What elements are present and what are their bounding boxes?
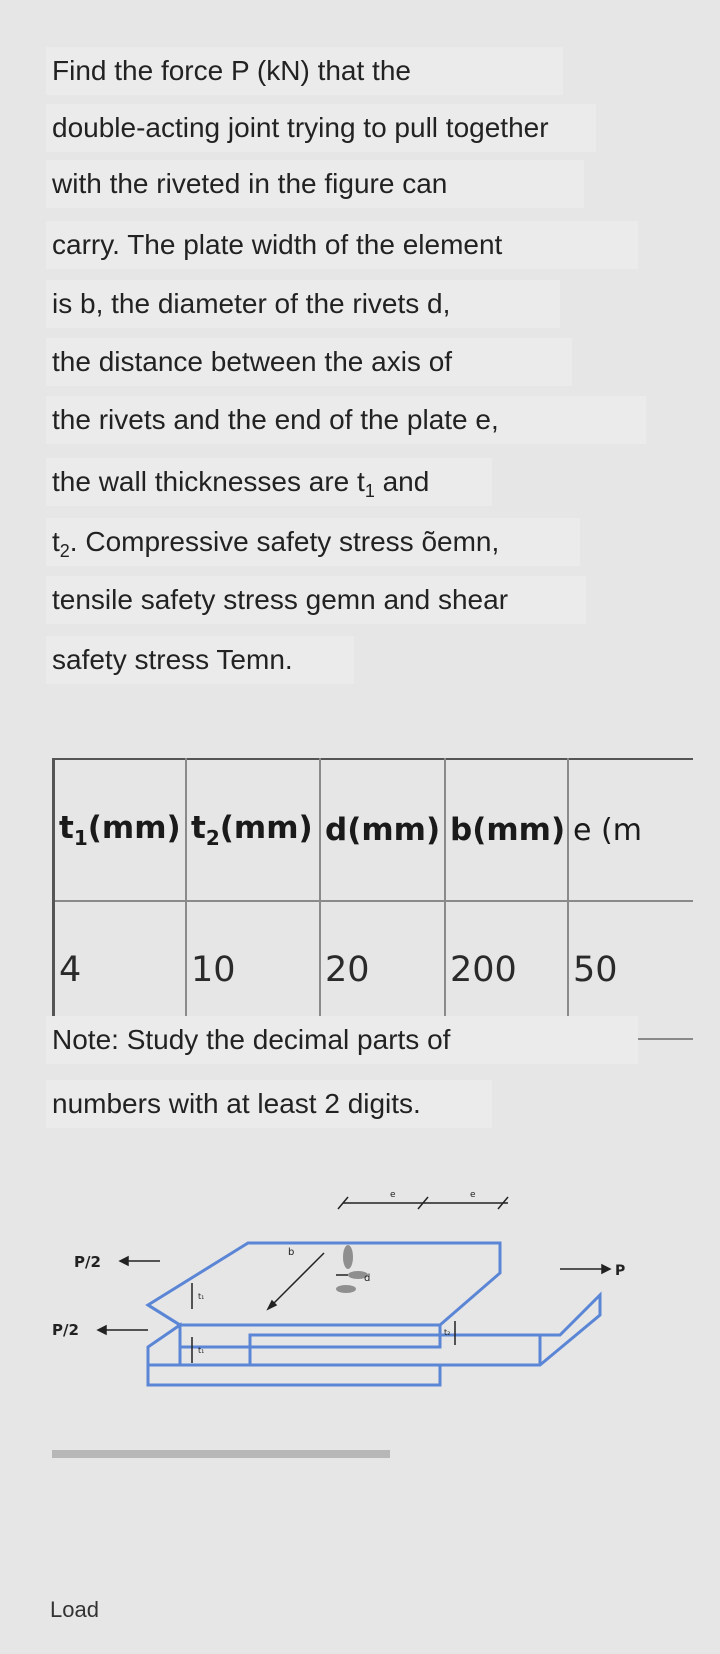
header-t1-b: (mm)	[87, 810, 181, 846]
value-d: 20	[320, 901, 445, 1039]
header-b: b(mm)	[445, 759, 568, 901]
note-line-2: numbers with at least 2 digits.	[46, 1080, 492, 1128]
bottom-plate	[148, 1365, 440, 1385]
table-header-row	[54, 759, 694, 901]
label-p2-top: P/2	[74, 1253, 101, 1271]
riveted-joint-figure	[40, 1190, 660, 1435]
problem-line-4: carry. The plate width of the element	[46, 221, 638, 269]
header-e: e (m	[568, 759, 693, 901]
header-t1	[54, 759, 187, 901]
label-t1-top: t₁	[198, 1292, 205, 1301]
label-t1-bottom: t₁	[198, 1346, 205, 1355]
header-t1-a: t	[59, 810, 74, 846]
problem-line-8	[46, 458, 492, 506]
problem-line-3: with the riveted in the figure can	[46, 160, 584, 208]
label-t2: t₂	[444, 1328, 451, 1337]
header-t2	[186, 759, 320, 901]
header-t2-a: t	[191, 810, 206, 846]
problem-line-10: tensile safety stress gemn and shear	[46, 576, 586, 624]
label-e2: e	[470, 1190, 476, 1200]
line9-a: t	[52, 526, 60, 557]
value-b: 200	[445, 901, 568, 1039]
value-t2: 10	[186, 901, 320, 1039]
value-e: 50	[568, 901, 693, 1039]
top-plate	[148, 1243, 500, 1325]
middle-plate	[250, 1295, 600, 1365]
rivet-3	[336, 1285, 356, 1293]
divider-bar	[52, 1450, 390, 1458]
problem-line-6: the distance between the axis of	[46, 338, 572, 386]
header-t2-sub: 2	[205, 826, 220, 850]
label-p: P	[615, 1263, 626, 1279]
line9-sub: 2	[59, 541, 70, 561]
problem-line-11: safety stress Temn.	[46, 636, 354, 684]
problem-line-1: Find the force P (kN) that the	[46, 47, 563, 95]
value-t1: 4	[54, 901, 187, 1039]
problem-line-5: is b, the diameter of the rivets d,	[46, 280, 560, 328]
problem-line-7: the rivets and the end of the plate e,	[46, 396, 646, 444]
header-d: d(mm)	[320, 759, 445, 901]
label-p2-bottom: P/2	[52, 1321, 79, 1339]
problem-line-2: double-acting joint trying to pull together	[46, 104, 596, 152]
label-e1: e	[390, 1190, 396, 1200]
label-b: b	[288, 1247, 295, 1258]
line9-b: . Compressive safety stress õemn,	[69, 526, 500, 557]
line8-b: and	[374, 466, 430, 497]
note-line-1: Note: Study the decimal parts of	[46, 1016, 638, 1064]
header-t1-sub: 1	[73, 826, 88, 850]
line8-a: the wall thicknesses are t	[52, 466, 365, 497]
line8-sub: 1	[364, 481, 375, 501]
data-table	[52, 758, 693, 1040]
label-d: d	[364, 1273, 371, 1284]
header-t2-b: (mm)	[219, 810, 313, 846]
problem-line-9	[46, 518, 580, 566]
rivet-1	[343, 1245, 353, 1269]
load-label: Load	[50, 1597, 99, 1622]
top-plate-side	[148, 1325, 180, 1365]
